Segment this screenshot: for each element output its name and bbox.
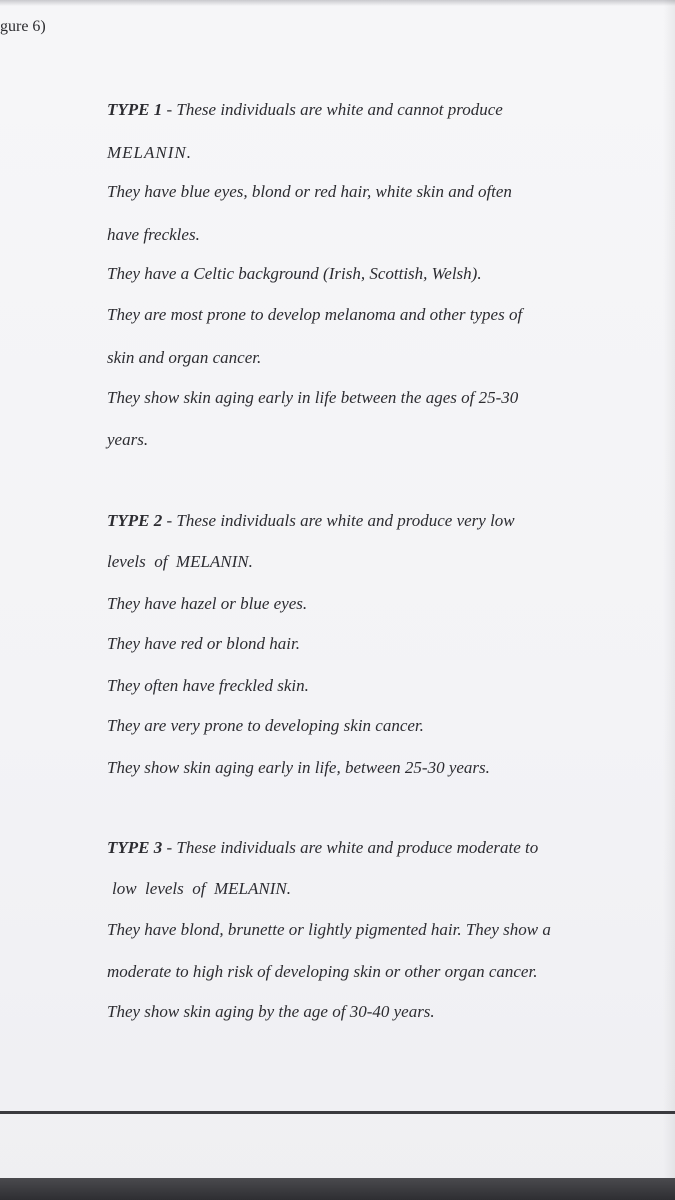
figure-reference: gure 6): [0, 18, 46, 35]
type3-line2: low levels of MELANIN.: [112, 879, 291, 898]
type3-heading-line: [107, 838, 538, 858]
page-right-shadow: [663, 0, 675, 1200]
type3-line3: They have blond, brunette or lightly pigmented hair. They show a: [107, 920, 551, 939]
page-top-edge: [0, 0, 675, 6]
type1-line9: years.: [107, 430, 149, 449]
page-bottom-rule: [0, 1111, 675, 1114]
type1-line7: skin and organ cancer.: [107, 348, 262, 367]
type1-line1: - These individuals are white and cannot produce: [162, 100, 503, 119]
type3-line1: - These individuals are white and produce moderate to: [162, 838, 539, 857]
type1-line2: MELANIN.: [107, 143, 192, 162]
type1-line3: They have blue eyes, blond or red hair, white skin and often: [107, 182, 512, 201]
type1-line8: They show skin aging early in life between the ages of 25-30: [107, 388, 519, 407]
type2-label: TYPE 2: [107, 511, 163, 530]
type2-line7: They show skin aging early in life, between 25-30 years.: [107, 758, 490, 777]
type3-line4: moderate to high risk of developing skin or other organ cancer.: [107, 962, 538, 981]
type1-line6: They are most prone to develop melanoma and other types of: [107, 305, 523, 324]
type2-line2: levels of MELANIN.: [107, 552, 253, 571]
type2-line3: They have hazel or blue eyes.: [107, 594, 308, 613]
type1-heading-line: [107, 100, 503, 120]
page-bottom-shadow-band: [0, 1178, 675, 1200]
type1-line4: have freckles.: [107, 225, 200, 244]
type2-heading-line: [107, 511, 515, 531]
type2-line6: They are very prone to developing skin cancer.: [107, 716, 424, 735]
type1-label: TYPE 1: [107, 100, 163, 119]
type2-line1: - These individuals are white and produce very low: [162, 511, 515, 530]
type3-label: TYPE 3: [107, 838, 163, 857]
type2-line4: They have red or blond hair.: [107, 634, 300, 653]
type3-line5: They show skin aging by the age of 30-40 years.: [107, 1002, 435, 1021]
type1-line5: They have a Celtic background (Irish, Scottish, Welsh).: [107, 264, 482, 283]
type2-line5: They often have freckled skin.: [107, 676, 309, 695]
